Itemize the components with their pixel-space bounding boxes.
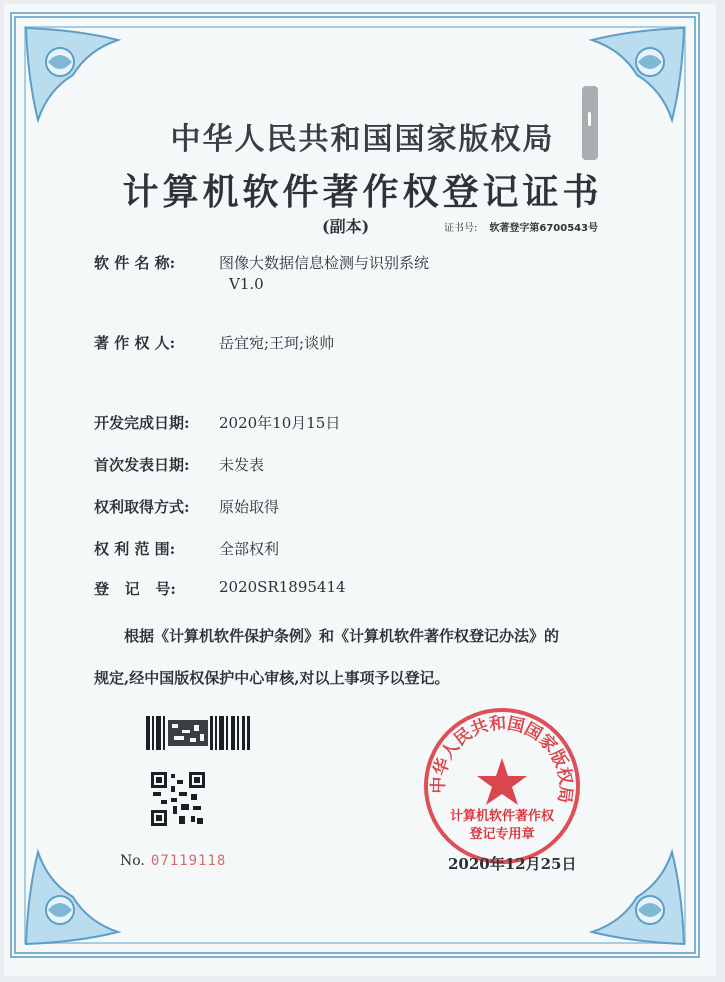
dev-date-label: 开发完成日期: [94, 414, 190, 432]
issuing-authority: 中华人民共和国国家版权局 [170, 122, 555, 157]
software-version-value: V1.0 [229, 275, 264, 293]
seal-line-2: 登记专用章 [469, 827, 535, 842]
acquisition-value: 原始取得 [219, 498, 280, 516]
serial-value: 07119118 [150, 853, 227, 869]
copy-label: (副本) [322, 217, 370, 236]
serial-number [120, 853, 226, 869]
field-registration-no [94, 578, 346, 599]
cert-no-value: 软著登字第6700543号 [489, 223, 599, 234]
seal-inner-text [422, 808, 582, 844]
field-publish-date [94, 454, 264, 475]
field-dev-date [94, 412, 340, 433]
cert-no-label: 证书号: [444, 223, 478, 234]
corner-ornament-bottom-right [582, 842, 692, 952]
field-acquisition [94, 496, 279, 517]
seal-ring-text: 中华人民共和国国家版权局 [428, 713, 576, 805]
qr-code-image [151, 772, 205, 826]
registration-no-label: 登 记 号: [94, 580, 176, 598]
scope-value: 全部权利 [219, 540, 280, 558]
registration-no-value: 2020SR1895414 [219, 578, 346, 596]
issue-date: 2020年12月25日 [448, 855, 577, 873]
publish-date-value: 未发表 [219, 456, 265, 474]
star-icon [477, 758, 527, 805]
statement-line-1: 根据《计算机软件保护条例》和《计算机软件著作权登记办法》的 [124, 627, 560, 645]
seal-line-1: 计算机软件著作权 [449, 809, 554, 824]
scope-label: 权 利 范 围: [94, 540, 176, 558]
corner-ornament-bottom-left [18, 842, 128, 952]
serial-label: No. [120, 853, 145, 869]
publish-date-label: 首次发表日期: [94, 456, 190, 474]
field-author [94, 332, 334, 353]
barcode-image [146, 716, 250, 750]
software-name-value: 图像大数据信息检测与识别系统 [219, 254, 430, 272]
software-name-label: 软 件 名 称: [94, 254, 176, 272]
dev-date-value: 2020年10月15日 [219, 414, 341, 432]
certificate-title: 计算机软件著作权登记证书 [122, 171, 603, 213]
author-value: 岳宜宛;王珂;谈帅 [219, 334, 335, 352]
acquisition-label: 权利取得方式: [94, 498, 190, 516]
field-scope [94, 538, 279, 559]
field-software-name [94, 252, 429, 293]
statement-line-2: 规定,经中国版权保护中心审核,对以上事项予以登记。 [94, 669, 450, 687]
certificate-number [444, 219, 598, 234]
author-label: 著 作 权 人: [94, 334, 176, 352]
